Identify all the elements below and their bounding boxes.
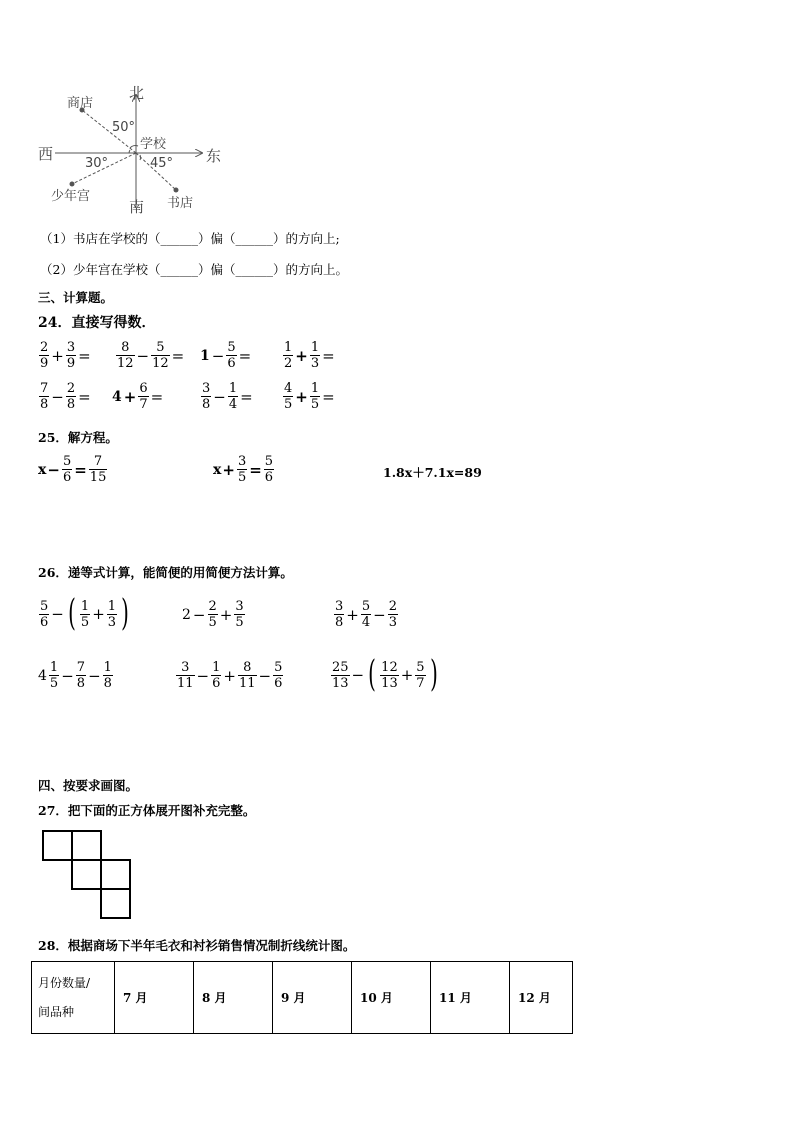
palace-point [70,182,75,187]
net-square [101,889,130,918]
bookstore-label: 书店 [167,196,194,211]
east-label: 东 [206,147,222,165]
angle-shop-label: 50° [112,120,136,135]
month-cell: 7 月 [115,962,194,1034]
q24-item-7: $\frac{3}{8}$ − $\frac{1}{4}$ = [202,381,253,412]
angle-palace-label: 30° [85,156,109,171]
q24-item-1: $\frac{2}{9}$ + $\frac{3}{9}$ = [40,340,91,371]
section3-heading: 三、计算题。 [38,290,114,305]
q26-title: 26．递等式计算，能简便的用简便方法计算。 [38,565,293,580]
q26-expr-3: $\frac{3}{8}$ + $\frac{5}{4}$ − $\frac{2}{3}$ [335,599,397,630]
month-cell: 10 月 [352,962,431,1034]
sales-table [31,961,573,1034]
section4-heading: 四、按要求画图。 [38,778,139,793]
q25-title: 25．解方程。 [38,430,118,445]
north-label: 北 [129,84,145,102]
q24-item-8: $\frac{4}{5}$ + $\frac{1}{5}$ = [284,381,335,412]
q24-item-3: 1 − $\frac{5}{6}$ = [200,340,252,371]
month-cell: 8 月 [194,962,273,1034]
month-cell: 12 月 [510,962,573,1034]
q26-expr-6: $\frac{25}{13}$ − ( $\frac{12}{13}$ + $\frac{5}{7}$ ) [332,654,438,695]
school-label: 学校 [140,137,167,152]
net-square [43,831,72,860]
direction-diagram [30,80,230,220]
cube-net-figure [40,828,135,923]
q23-line2: （2）少年宫在学校（______）偏（______）的方向上。 [40,262,348,277]
shop-label: 商店 [67,96,94,111]
q26-expr-2: 2 − $\frac{2}{5}$ + $\frac{3}{5}$ [182,599,244,630]
table-row [32,962,573,1034]
net-square [72,831,101,860]
q26-expr-4: 4 $\frac{1}{5}$ − $\frac{7}{8}$ − $\frac{1}{8}$ [38,660,112,691]
q28-title: 28．根据商场下半年毛衣和衬衫销售情况制折线统计图。 [38,938,356,953]
month-cell: 9 月 [273,962,352,1034]
q25-equation-3: 1.8x＋7.1x=89 [383,465,482,480]
table-header-cell [32,962,115,1034]
angle-book-label: 45° [150,156,174,171]
q26-expr-5: $\frac{3}{11}$ − $\frac{1}{6}$ + $\frac{8}{11}$ − $\frac{5}{6}$ [177,660,283,691]
q24-item-4: $\frac{1}{2}$ + $\frac{1}{3}$ = [284,340,335,371]
palace-label: 少年宫 [51,189,91,204]
header-line-1: 月份数量/ [38,975,91,990]
west-label: 西 [38,145,54,163]
q26-expr-1: $\frac{5}{6}$ − ( $\frac{1}{5}$ + $\frac{1}{3}$ ) [40,593,129,634]
q25-equation-2: x + $\frac{3}{5}$ = $\frac{5}{6}$ [213,454,274,485]
month-cell: 11 月 [431,962,510,1034]
q24-item-5: $\frac{7}{8}$ − $\frac{2}{8}$ = [40,381,91,412]
net-square [72,860,101,889]
q25-equation-1: x − $\frac{5}{6}$ = $\frac{7}{15}$ [38,454,107,485]
q24-item-6: 4 + $\frac{6}{7}$ = [112,381,164,412]
south-label: 南 [129,198,145,216]
net-square [101,860,130,889]
q23-line1: （1）书店在学校的（______）偏（______）的方向上; [40,231,340,246]
bookstore-point [174,188,179,193]
q24-item-2: $\frac{8}{12}$ − $\frac{5}{12}$ = [117,340,185,371]
q24-title: 24．直接写得数． [38,315,156,331]
header-line-2: 间品种 [38,1004,75,1019]
q27-title: 27．把下面的正方体展开图补充完整。 [38,803,256,818]
